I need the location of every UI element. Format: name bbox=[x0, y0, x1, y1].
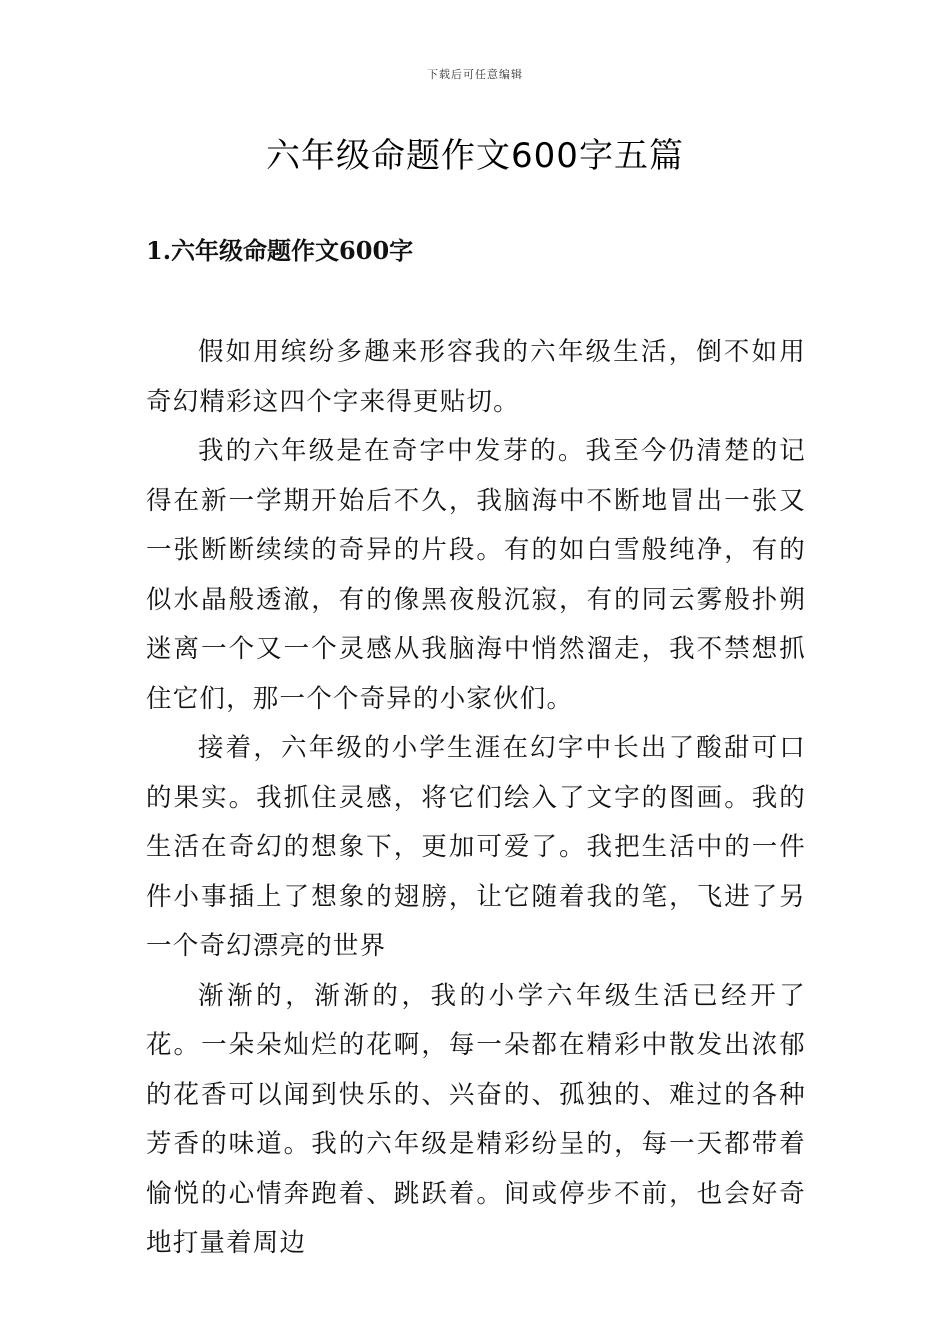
paragraph-2: 我的六年级是在奇字中发芽的。我至今仍清楚的记得在新一学期开始后不久，我脑海中不断地冒出一张又一张断断续续的奇异的片段。有的如白雪般纯净，有的似水晶般透澈，有的像黑夜般沉寂，有的同云雾般扑朔迷离一个又一个灵感从我脑海中悄然溜走，我不禁想抓住它们，那一个个奇异的小家伙们。 bbox=[146, 436, 806, 714]
header-note: 下载后可任意编辑 bbox=[427, 68, 523, 81]
paragraph-3: 接着，六年级的小学生涯在幻字中长出了酸甜可口的果实。我抓住灵感，将它们绘入了文字的图画。我的生活在奇幻的想象下，更加可爱了。我把生活中的一件件小事插上了想象的翅膀，让它随着我的笔，飞进了另一个奇幻漂亮的世界 bbox=[146, 733, 806, 961]
paragraph-4: 渐渐的，渐渐的，我的小学六年级生活已经开了花。一朵朵灿烂的花啊，每一朵都在精彩中散发出浓郁的花香可以闻到快乐的、兴奋的、孤独的、难过的各种芳香的味道。我的六年级是精彩纷呈的，每一天都带着愉悦的心情奔跑着、跳跃着。间或停步不前，也会好奇地打量着周边 bbox=[146, 980, 806, 1258]
essay-body bbox=[146, 328, 806, 1269]
document-title: 六年级命题作文600字五篇 bbox=[266, 136, 684, 176]
paragraph-1: 假如用缤纷多趣来形容我的六年级生活，倒不如用奇幻精彩这四个字来得更贴切。 bbox=[146, 337, 806, 417]
section-heading: 1.六年级命题作文600字 bbox=[146, 236, 414, 265]
